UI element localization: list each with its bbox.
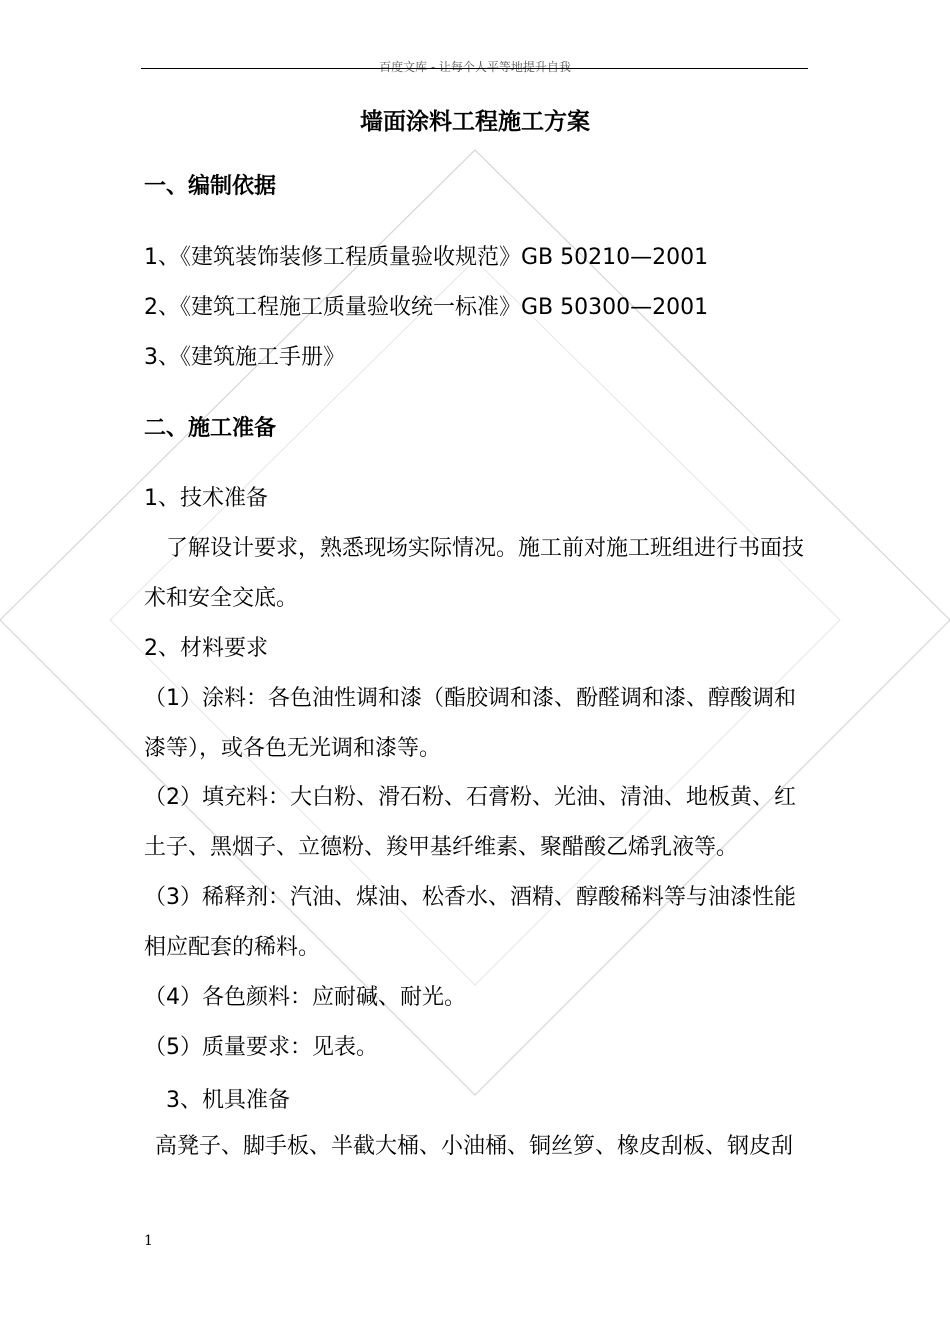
- reference-item-1: 1、《建筑装饰装修工程质量验收规范》GB 50210—2001: [144, 245, 709, 270]
- material-item-1-line1: （1）涂料：各色油性调和漆（酯胶调和漆、酚醛调和漆、醇酸调和: [144, 686, 796, 711]
- subsection-heading-tools: 3、机具准备: [166, 1088, 290, 1113]
- subsection-heading-technical: 1、技术准备: [144, 486, 268, 511]
- page-number: 1: [144, 1233, 153, 1249]
- document-title: 墙面涂料工程施工方案: [360, 109, 590, 135]
- reference-item-3: 3、《建筑施工手册》: [144, 345, 345, 370]
- material-item-4: （4）各色颜料：应耐碱、耐光。: [144, 985, 466, 1010]
- material-item-5: （5）质量要求：见表。: [144, 1035, 378, 1060]
- page-header-text: 百度文库 - 让每个人平等地提升自我: [379, 60, 571, 74]
- material-item-2-line1: （2）填充料：大白粉、滑石粉、石膏粉、光油、清油、地板黄、红: [144, 785, 796, 810]
- paragraph-technical-line1: 了解设计要求，熟悉现场实际情况。施工前对施工班组进行书面技: [166, 536, 805, 561]
- paragraph-tools-line1: 高凳子、脚手板、半截大桶、小油桶、铜丝箩、橡皮刮板、钢皮刮: [155, 1134, 794, 1159]
- section-heading-preparation: 二、施工准备: [144, 416, 277, 441]
- material-item-3-line1: （3）稀释剂：汽油、煤油、松香水、酒精、醇酸稀料等与油漆性能: [144, 885, 796, 910]
- material-item-2-line2: 土子、黑烟子、立德粉、羧甲基纤维素、聚醋酸乙烯乳液等。: [144, 835, 739, 860]
- reference-item-2: 2、《建筑工程施工质量验收统一标准》GB 50300—2001: [144, 295, 709, 320]
- paragraph-technical-line2: 术和安全交底。: [144, 586, 299, 611]
- section-heading-basis: 一、编制依据: [144, 174, 277, 199]
- subsection-heading-materials: 2、材料要求: [144, 636, 268, 661]
- material-item-1-line2: 漆等），或各色无光调和漆等。: [144, 736, 442, 761]
- header-divider: [141, 68, 808, 69]
- material-item-3-line2: 相应配套的稀料。: [144, 935, 321, 960]
